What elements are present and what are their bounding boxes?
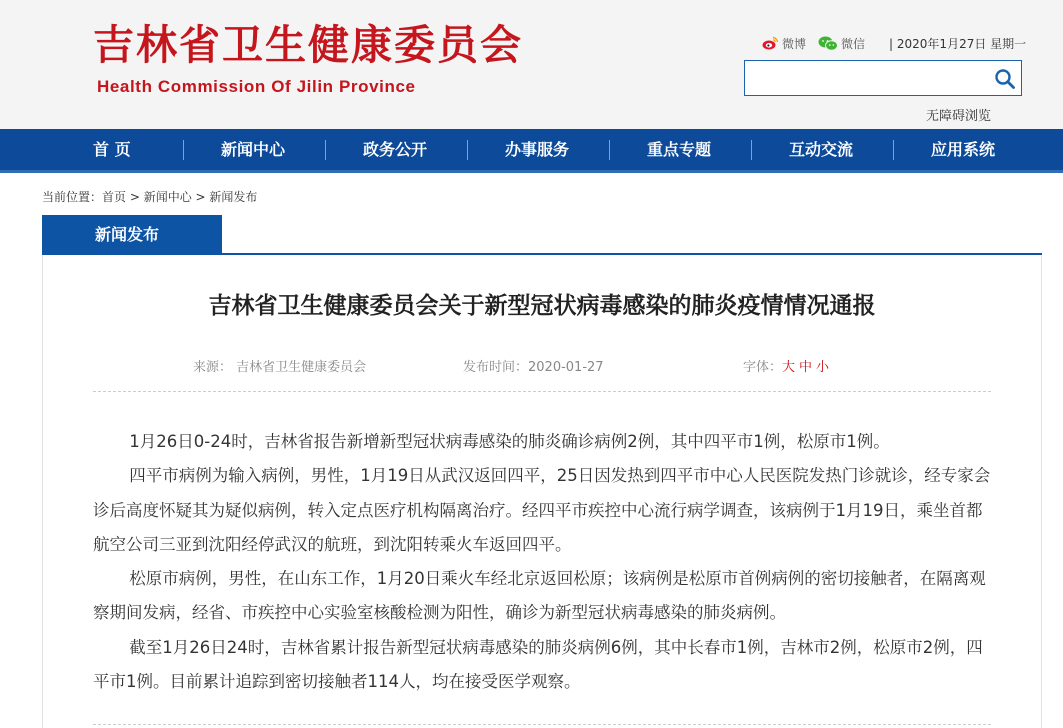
nav-separator (609, 140, 610, 160)
nav-services[interactable]: 办事服务 (505, 140, 570, 159)
article-source (193, 358, 366, 378)
nav-key-topics[interactable]: 重点专题 (647, 140, 712, 159)
article-paragraph: 四平市病例为输入病例，男性，1月19日从武汉返回四平，25日因发热到四平市中心人民医院发热门诊就诊，经专家会诊后高度怀疑其为疑似病例，转入定点医疗机构隔离治疗。经四平市疾控中心流行病学调查，该病例于1月19日，乘坐首都航空公司三亚到沈阳经停武汉的航班，到沈阳转乘火车返回四平。 (93, 466, 991, 554)
article-paragraph: 1月26日0-24时，吉林省报告新增新型冠状病毒感染的肺炎确诊病例2例，其中四平市1例，松原市1例。 (129, 432, 890, 451)
wechat-link[interactable] (818, 35, 865, 52)
nav-government-affairs[interactable]: 政务公开 (363, 140, 428, 159)
site-title[interactable]: 吉林省卫生健康委员会 (93, 21, 523, 69)
breadcrumb-separator: > (126, 190, 144, 204)
nav-separator (893, 140, 894, 160)
search-box (744, 60, 1022, 96)
time-value: 2020-01-27 (528, 360, 604, 375)
nav-home[interactable]: 首 页 (93, 140, 131, 159)
wechat-icon (818, 36, 838, 51)
breadcrumb-current[interactable]: 新闻发布 (209, 190, 258, 204)
meta-divider (93, 391, 991, 392)
breadcrumb-home[interactable]: 首页 (102, 190, 127, 204)
section-tab-news-release: 新闻发布 (42, 215, 222, 254)
font-large-button[interactable]: 大 (782, 360, 796, 375)
article-publish-time (463, 358, 604, 378)
nav-news-center[interactable]: 新闻中心 (221, 140, 286, 159)
search-input[interactable] (745, 61, 987, 95)
breadcrumb-separator: > (191, 190, 210, 204)
nav-separator (325, 140, 326, 160)
breadcrumb-news-center[interactable]: 新闻中心 (143, 190, 192, 204)
weibo-label: 微博 (782, 36, 807, 51)
breadcrumb-prefix: 当前位置： (42, 190, 103, 204)
search-icon (993, 67, 1017, 91)
font-label: 字体： (743, 360, 783, 375)
time-label: 发布时间： (463, 360, 529, 375)
article-title: 吉林省卫生健康委员会关于新型冠状病毒感染的肺炎疫情情况通报 (208, 293, 876, 319)
source-value: 吉林省卫生健康委员会 (236, 360, 367, 375)
article-body (93, 425, 991, 699)
source-label: 来源： (193, 360, 233, 375)
accessible-browsing-link[interactable]: 无障碍浏览 (926, 109, 992, 124)
current-date: | 2020年1月27日 星期一 (889, 36, 1027, 51)
site-subtitle: Health Commission Of Jilin Province (97, 77, 416, 96)
font-small-button[interactable]: 小 (816, 360, 830, 375)
article-bottom-divider (93, 724, 991, 725)
weibo-link[interactable] (762, 35, 806, 52)
search-button[interactable] (993, 67, 1017, 91)
article-paragraph: 松原市病例，男性，在山东工作，1月20日乘火车经北京返回松原；该病例是松原市首例病例的密切接触者，在隔离观察期间发病，经省、市疾控中心实验室核酸检测为阳性，确诊为新型冠状病毒感染的肺炎病例。 (93, 569, 986, 623)
font-medium-button[interactable]: 中 (799, 360, 813, 375)
font-size-switcher (743, 358, 829, 378)
wechat-label: 微信 (841, 36, 866, 51)
main-nav (0, 129, 1063, 173)
article-paragraph: 截至1月26日24时，吉林省累计报告新型冠状病毒感染的肺炎病例6例，其中长春市1例，吉林市2例，松原市2例，四平市1例。目前累计追踪到密切接触者114人，均在接受医学观察。 (93, 637, 983, 692)
site-header (0, 0, 1063, 129)
nav-applications[interactable]: 应用系统 (931, 140, 996, 159)
nav-separator (467, 140, 468, 160)
top-links (762, 34, 1026, 52)
nav-interaction[interactable]: 互动交流 (789, 140, 854, 159)
weibo-icon (762, 36, 779, 50)
breadcrumb (42, 188, 257, 205)
nav-separator (183, 140, 184, 160)
nav-separator (751, 140, 752, 160)
